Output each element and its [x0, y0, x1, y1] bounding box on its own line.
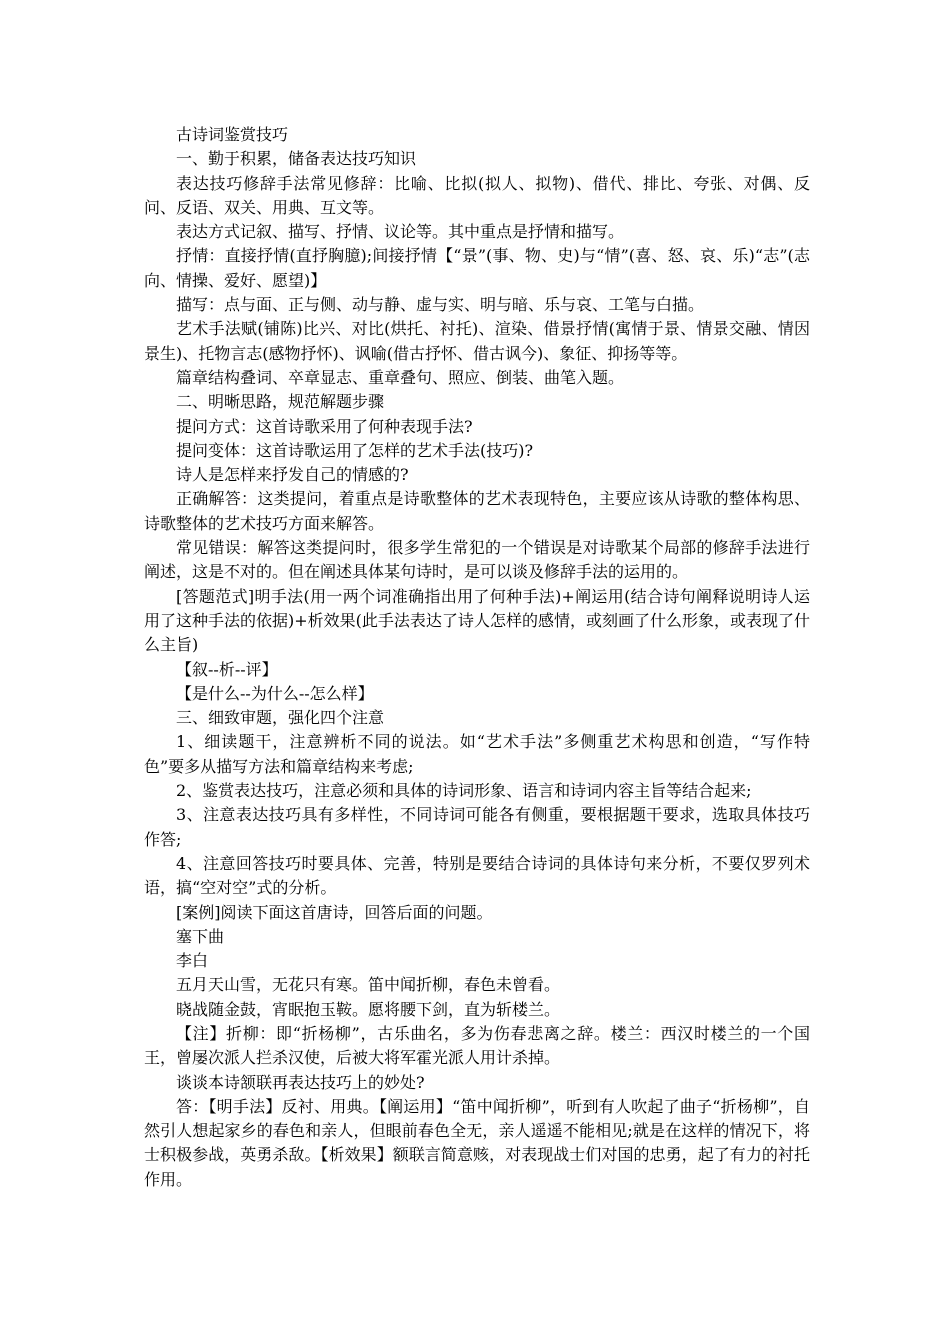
section-heading-1: 一、勤于积累，储备表达技巧知识 [176, 149, 417, 169]
paragraph-rhetoric: 表达技巧修辞手法常见修辞：比喻、比拟(拟人、拟物)、借代、排比、夸张、对偶、反问、反语、双关、用典、互文等。 [144, 173, 810, 217]
paragraph-expression: 表达方式记叙、描写、抒情、议论等。其中重点是抒情和描写。 [176, 222, 625, 242]
poem-author: 李白 [176, 951, 209, 971]
section-heading-2: 二、明晰思路，规范解题步骤 [176, 392, 385, 412]
paragraph-question-emotion: 诗人是怎样来抒发自己的情感的? [176, 465, 409, 485]
paragraph-case-intro: [案例]阅读下面这首唐诗，回答后面的问题。 [176, 902, 493, 922]
poem-annotation: 【注】折柳：即“折杨柳”，古乐曲名，多为伤春悲离之辞。楼兰：西汉时楼兰的一个国王，曾屡次派人拦杀汉使，后被大将军霍光派人用计杀掉。 [144, 1023, 810, 1068]
paragraph-correct-answer: 正确解答：这类提问，着重点是诗歌整体的艺术表现特色，主要应该从诗歌的整体构思、诗歌整体的艺术技巧方面来解答。 [144, 489, 810, 533]
paragraph-note-4: 4、注意回答技巧时要具体、完善，特别是要结合诗词的具体诗句来分析，不要仅罗列术语，搞“空对空”式的分析。 [144, 853, 810, 898]
paragraph-note-3: 3、注意表达技巧具有多样性，不同诗词可能各有侧重，要根据题干要求，选取具体技巧作答; [144, 805, 810, 849]
paragraph-description: 描写：点与面、正与侧、动与静、虚与实、明与暗、乐与哀、工笔与白描。 [176, 295, 705, 315]
paragraph-question-form: 提问方式：这首诗歌采用了何种表现手法? [176, 416, 473, 436]
doc-title: 古诗词鉴赏技巧 [176, 125, 289, 144]
paragraph-lyric: 抒情：直接抒情(直抒胸臆);间接抒情【“景”(事、物、史)与“情”(喜、怒、哀、乐)“志”(志向、情操、爱好、愿望)】 [144, 246, 810, 290]
paragraph-structure: 篇章结构叠词、卒章显志、重章叠句、照应、倒装、曲笔入题。 [176, 367, 625, 387]
paragraph-question-variant: 提问变体：这首诗歌运用了怎样的艺术手法(技巧)? [176, 440, 534, 460]
poem-line-1: 五月天山雪，无花只有寒。笛中闻折柳，春色未曾看。 [176, 975, 561, 995]
paragraph-note-2: 2、鉴赏表达技巧，注意必须和具体的诗词形象、语言和诗词内容主旨等结合起来; [176, 781, 752, 801]
paragraph-formula-1: 【叙--析--评】 [176, 659, 278, 679]
document-body [144, 123, 810, 1192]
paragraph-formula-2: 【是什么--为什么--怎么样】 [176, 683, 374, 703]
paragraph-art-techniques: 艺术手法赋(铺陈)比兴、对比(烘托、衬托)、渲染、借景抒情(寓情于景、情景交融、情因景生)、托物言志(感物抒怀)、讽喻(借古抒怀、借古讽今)、象征、抑扬等等。 [144, 319, 810, 363]
paragraph-question: 谈谈本诗颔联再表达技巧上的妙处? [176, 1072, 425, 1092]
paragraph-common-error: 常见错误：解答这类提问时，很多学生常犯的一个错误是对诗歌某个局部的修辞手法进行阐述，这是不对的。但在阐述具体某句诗时，是可以谈及修辞手法的运用的。 [144, 538, 810, 582]
paragraph-answer-format: [答题范式]明手法(用一两个词准确指出用了何种手法)+阐运用(结合诗句阐释说明诗人运用了这种手法的依据)+析效果(此手法表达了诗人怎样的感情，或刻画了什么形象，或表现了什么主旨) [144, 586, 810, 655]
section-heading-3: 三、细致审题，强化四个注意 [176, 708, 385, 728]
poem-title: 塞下曲 [176, 926, 225, 946]
paragraph-note-1: 1、细读题干，注意辨析不同的说法。如“艺术手法”多侧重艺术构思和创造，“写作特色”要多从描写方法和篇章结构来考虑; [144, 732, 810, 776]
paragraph-answer: 答：【明手法】反衬、用典。【阐运用】“笛中闻折柳”，听到有人吹起了曲子“折杨柳”，自然引人想起家乡的春色和亲人，但眼前春色全无，亲人遥遥不能相见;就是在这样的情况下，将士积极参战，英勇杀敌。【析效果】额联言简意赅，对表现战士们对国的忠勇，起了有力的衬托作用。 [144, 1096, 810, 1189]
poem-line-2: 晓战随金鼓，宵眠抱玉鞍。愿将腰下剑，直为斩楼兰。 [176, 999, 561, 1019]
